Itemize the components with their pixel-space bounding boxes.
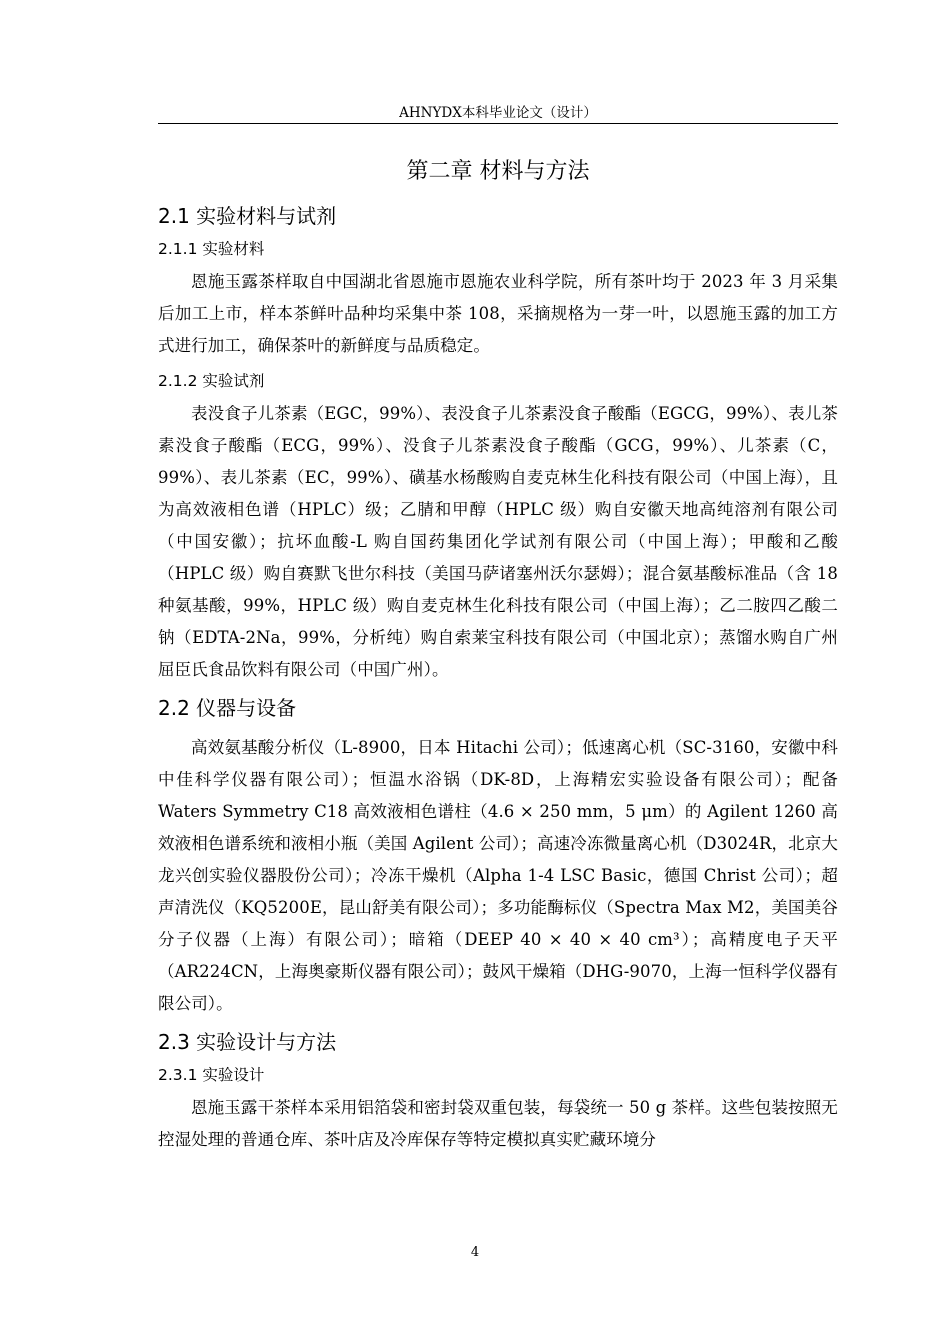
section-heading-2-3: 2.3 实验设计与方法 (158, 1030, 337, 1054)
subsection-heading-2-3-1: 2.3.1 实验设计 (158, 1066, 265, 1084)
section-heading-2-2: 2.2 仪器与设备 (158, 696, 297, 720)
section-heading-2-1: 2.1 实验材料与试剂 (158, 204, 337, 228)
paragraph-reagents: 表没食子儿茶素（EGC，99%）、表没食子儿茶素没食子酸酯（EGCG，99%）、表儿茶素没食子酸酯（ECG，99%）、没食子儿茶素没食子酸酯（GCG，99%）、儿茶素（C，99%）、表儿茶素（EC，99%）、磺基水杨酸购自麦克林生化科技有限公司（中国上海），且为高效液相色谱（HPLC）级；乙腈和甲醇（HPLC 级）购自安徽天地高纯溶剂有限公司（中国安徽）；抗坏血酸-L 购自国药集团化学试剂有限公司（中国上海）；甲酸和乙酸（HPLC 级）购自赛默飞世尔科技（美国马萨诸塞州沃尔瑟姆）；混合氨基酸标准品（含 18 种氨基酸，99%，HPLC 级）购自麦克林生化科技有限公司（中国上海）；乙二胺四乙酸二钠（EDTA-2Na，99%，分析纯）购自索莱宝科技有限公司（中国北京）；蒸馏水购自广州屈臣氏食品饮料有限公司（中国广州）。 (158, 404, 838, 679)
subsection-heading-2-1-2: 2.1.2 实验试剂 (158, 372, 265, 390)
paragraph-materials: 恩施玉露茶样取自中国湖北省恩施市恩施农业科学院，所有茶叶均于 2023 年 3 月采集后加工上市，样本茶鲜叶品种均采集中茶 108，采摘规格为一芽一叶，以恩施玉露的加工方式进行加工，确保茶叶的新鲜度与品质稳定。 (158, 272, 838, 355)
paragraph-instruments: 高效氨基酸分析仪（L-8900，日本 Hitachi 公司）；低速离心机（SC-3160，安徽中科中佳科学仪器有限公司）；恒温水浴锅（DK-8D，上海精宏实验设备有限公司）；配备 Waters Symmetry C18 高效液相色谱柱（4.6 × 250 mm，5 μm）的 Agilent 1260 高效液相色谱系统和液相小瓶（美国 Agilent 公司）；高速冷冻微量离心机（D3024R，北京大龙兴创实验仪器股份公司）；冷冻干燥机（Alpha 1-4 LSC Basic，德国 Christ 公司）；超声清洗仪（KQ5200E，昆山舒美有限公司）；多功能酶标仪（Spectra Max M2，美国美谷分子仪器（上海）有限公司）；暗箱（DEEP 40 × 40 × 40 cm³）；高精度电子天平（AR224CN，上海奥豪斯仪器有限公司）；鼓风干燥箱（DHG-9070，上海一恒科学仪器有限公司）。 (158, 738, 838, 1013)
header-rule (158, 123, 838, 124)
page-content (158, 152, 838, 1156)
subsection-heading-2-1-1: 2.1.1 实验材料 (158, 240, 265, 258)
running-header: AHNYDX本科毕业论文（设计） (399, 105, 597, 121)
paragraph-design: 恩施玉露干茶样本采用铝箔袋和密封袋双重包装，每袋统一 50 g 茶样。这些包装按照无控湿处理的普通仓库、茶叶店及冷库保存等特定模拟真实贮藏环境分 (158, 1098, 838, 1149)
page-number: 4 (470, 1245, 480, 1260)
chapter-title: 第二章 材料与方法 (406, 159, 590, 184)
